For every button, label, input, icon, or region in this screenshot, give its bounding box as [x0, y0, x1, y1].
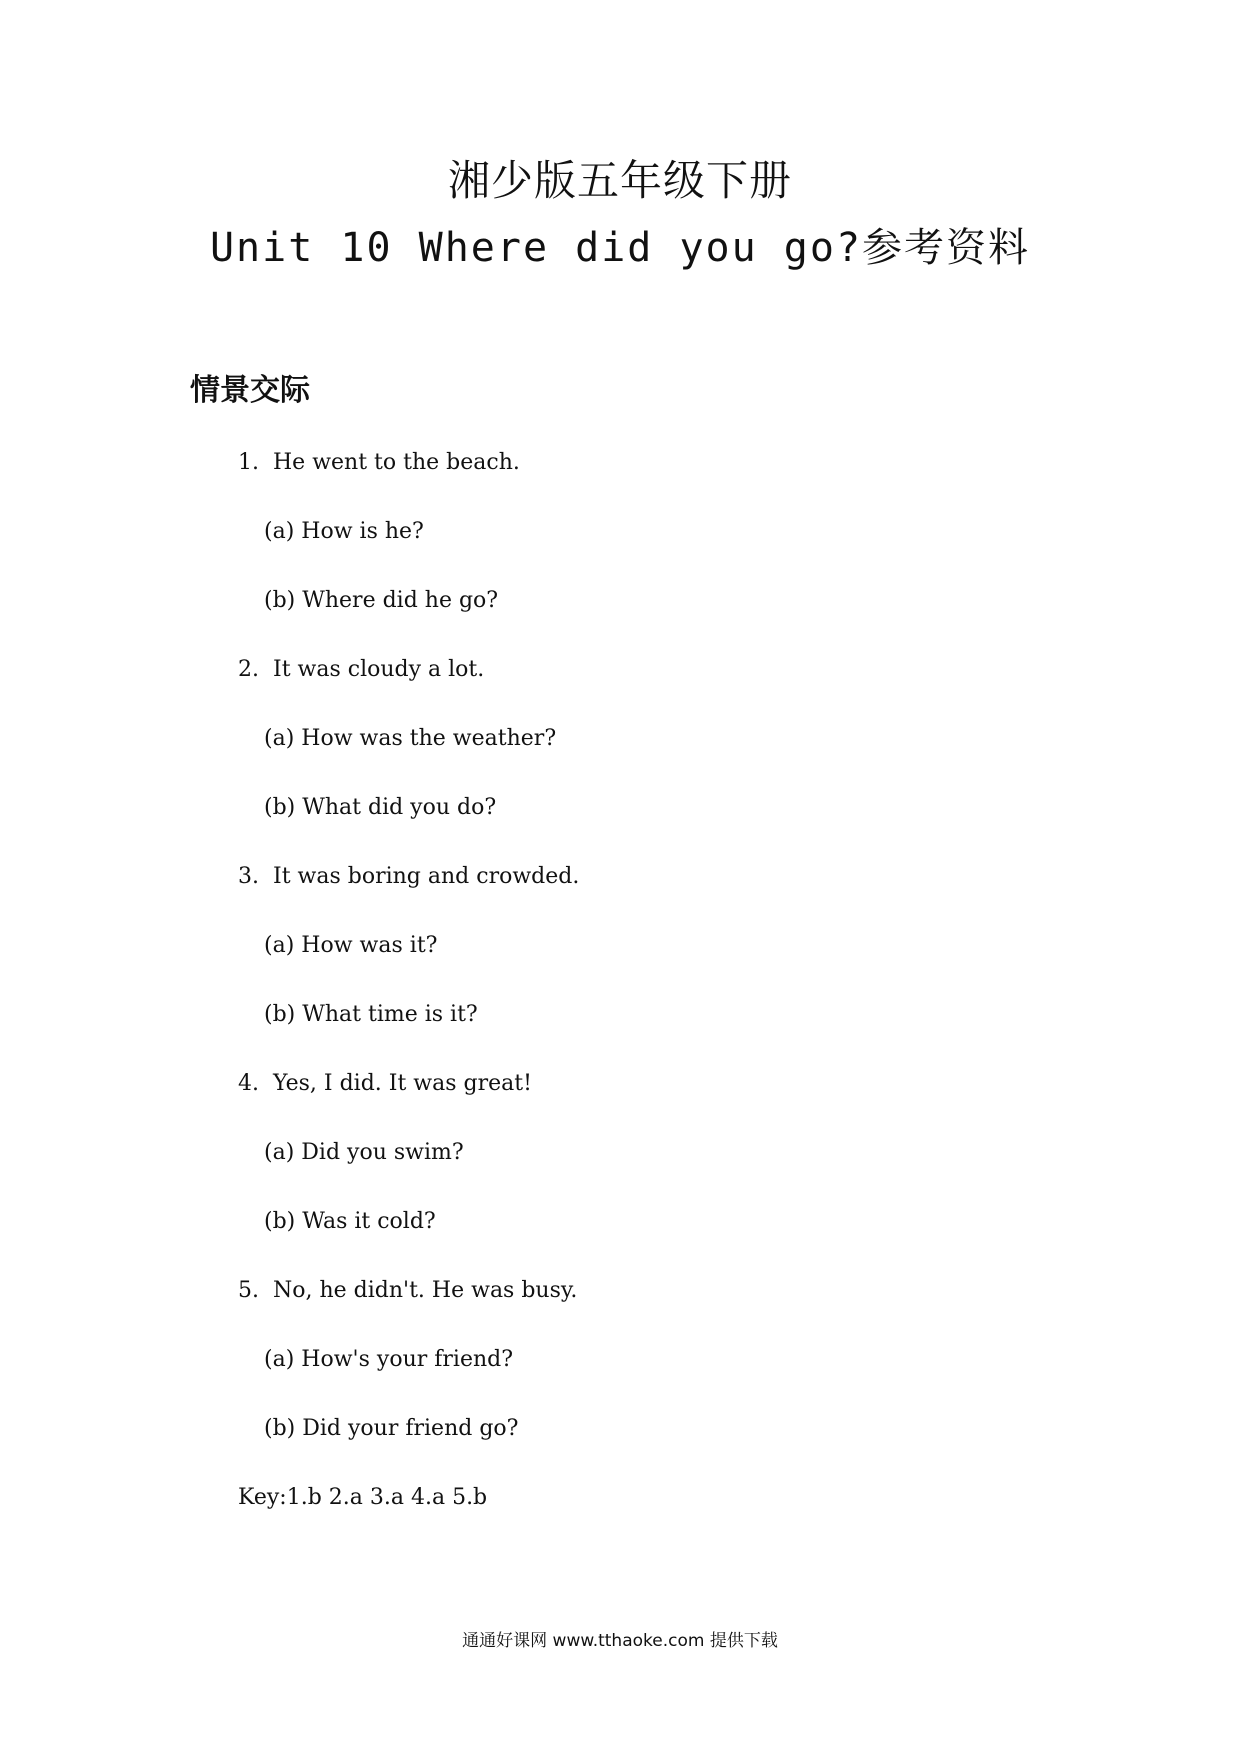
option-item [264, 728, 556, 750]
document-title-line-1: 湘少版五年级下册 [447, 156, 792, 205]
question-text: It was boring and crowded. [273, 864, 580, 889]
option-item [264, 1004, 478, 1026]
option-label: (a) [264, 933, 295, 958]
option-label: (a) [264, 726, 295, 751]
option-item [264, 797, 496, 819]
page-footer: 通通好课网 www.tthaoke.com 提供下载 [462, 1631, 778, 1651]
option-label: (b) [264, 1002, 296, 1027]
option-item [264, 590, 498, 612]
option-text: How was the weather? [301, 726, 557, 751]
option-text: What time is it? [302, 1002, 478, 1027]
question-item [238, 866, 579, 888]
question-number: 3. [238, 864, 259, 889]
section-heading: 情景交际 [190, 373, 310, 408]
option-text: Did your friend go? [302, 1416, 519, 1441]
option-label: (a) [264, 1140, 295, 1165]
option-text: Did you swim? [301, 1140, 464, 1165]
option-item [264, 521, 424, 543]
option-item [264, 1211, 436, 1233]
option-item [264, 1349, 513, 1371]
question-item [238, 452, 520, 474]
option-label: (b) [264, 588, 296, 613]
question-number: 2. [238, 657, 259, 682]
option-text: Was it cold? [302, 1209, 436, 1234]
option-text: Where did he go? [302, 588, 499, 613]
option-label: (a) [264, 1347, 295, 1372]
option-item [264, 1418, 518, 1440]
option-label: (a) [264, 519, 295, 544]
question-item [238, 1073, 532, 1095]
option-item [264, 935, 437, 957]
answer-key: Key:1.b 2.a 3.a 4.a 5.b [238, 1485, 488, 1510]
question-number: 1. [238, 450, 259, 475]
question-item [238, 659, 484, 681]
option-label: (b) [264, 1209, 296, 1234]
option-text: How was it? [301, 933, 438, 958]
question-text: No, he didn't. He was busy. [273, 1278, 578, 1303]
question-number: 5. [238, 1278, 259, 1303]
option-label: (b) [264, 1416, 296, 1441]
option-text: What did you do? [302, 795, 497, 820]
document-title-line-2: Unit 10 Where did you go?参考资料 [209, 225, 1031, 271]
option-label: (b) [264, 795, 296, 820]
question-text: He went to the beach. [273, 450, 520, 475]
question-text: Yes, I did. It was great! [273, 1071, 532, 1096]
question-number: 4. [238, 1071, 259, 1096]
question-item [238, 1280, 577, 1302]
option-text: How is he? [301, 519, 424, 544]
question-text: It was cloudy a lot. [273, 657, 485, 682]
option-item [264, 1142, 464, 1164]
option-text: How's your friend? [301, 1347, 514, 1372]
